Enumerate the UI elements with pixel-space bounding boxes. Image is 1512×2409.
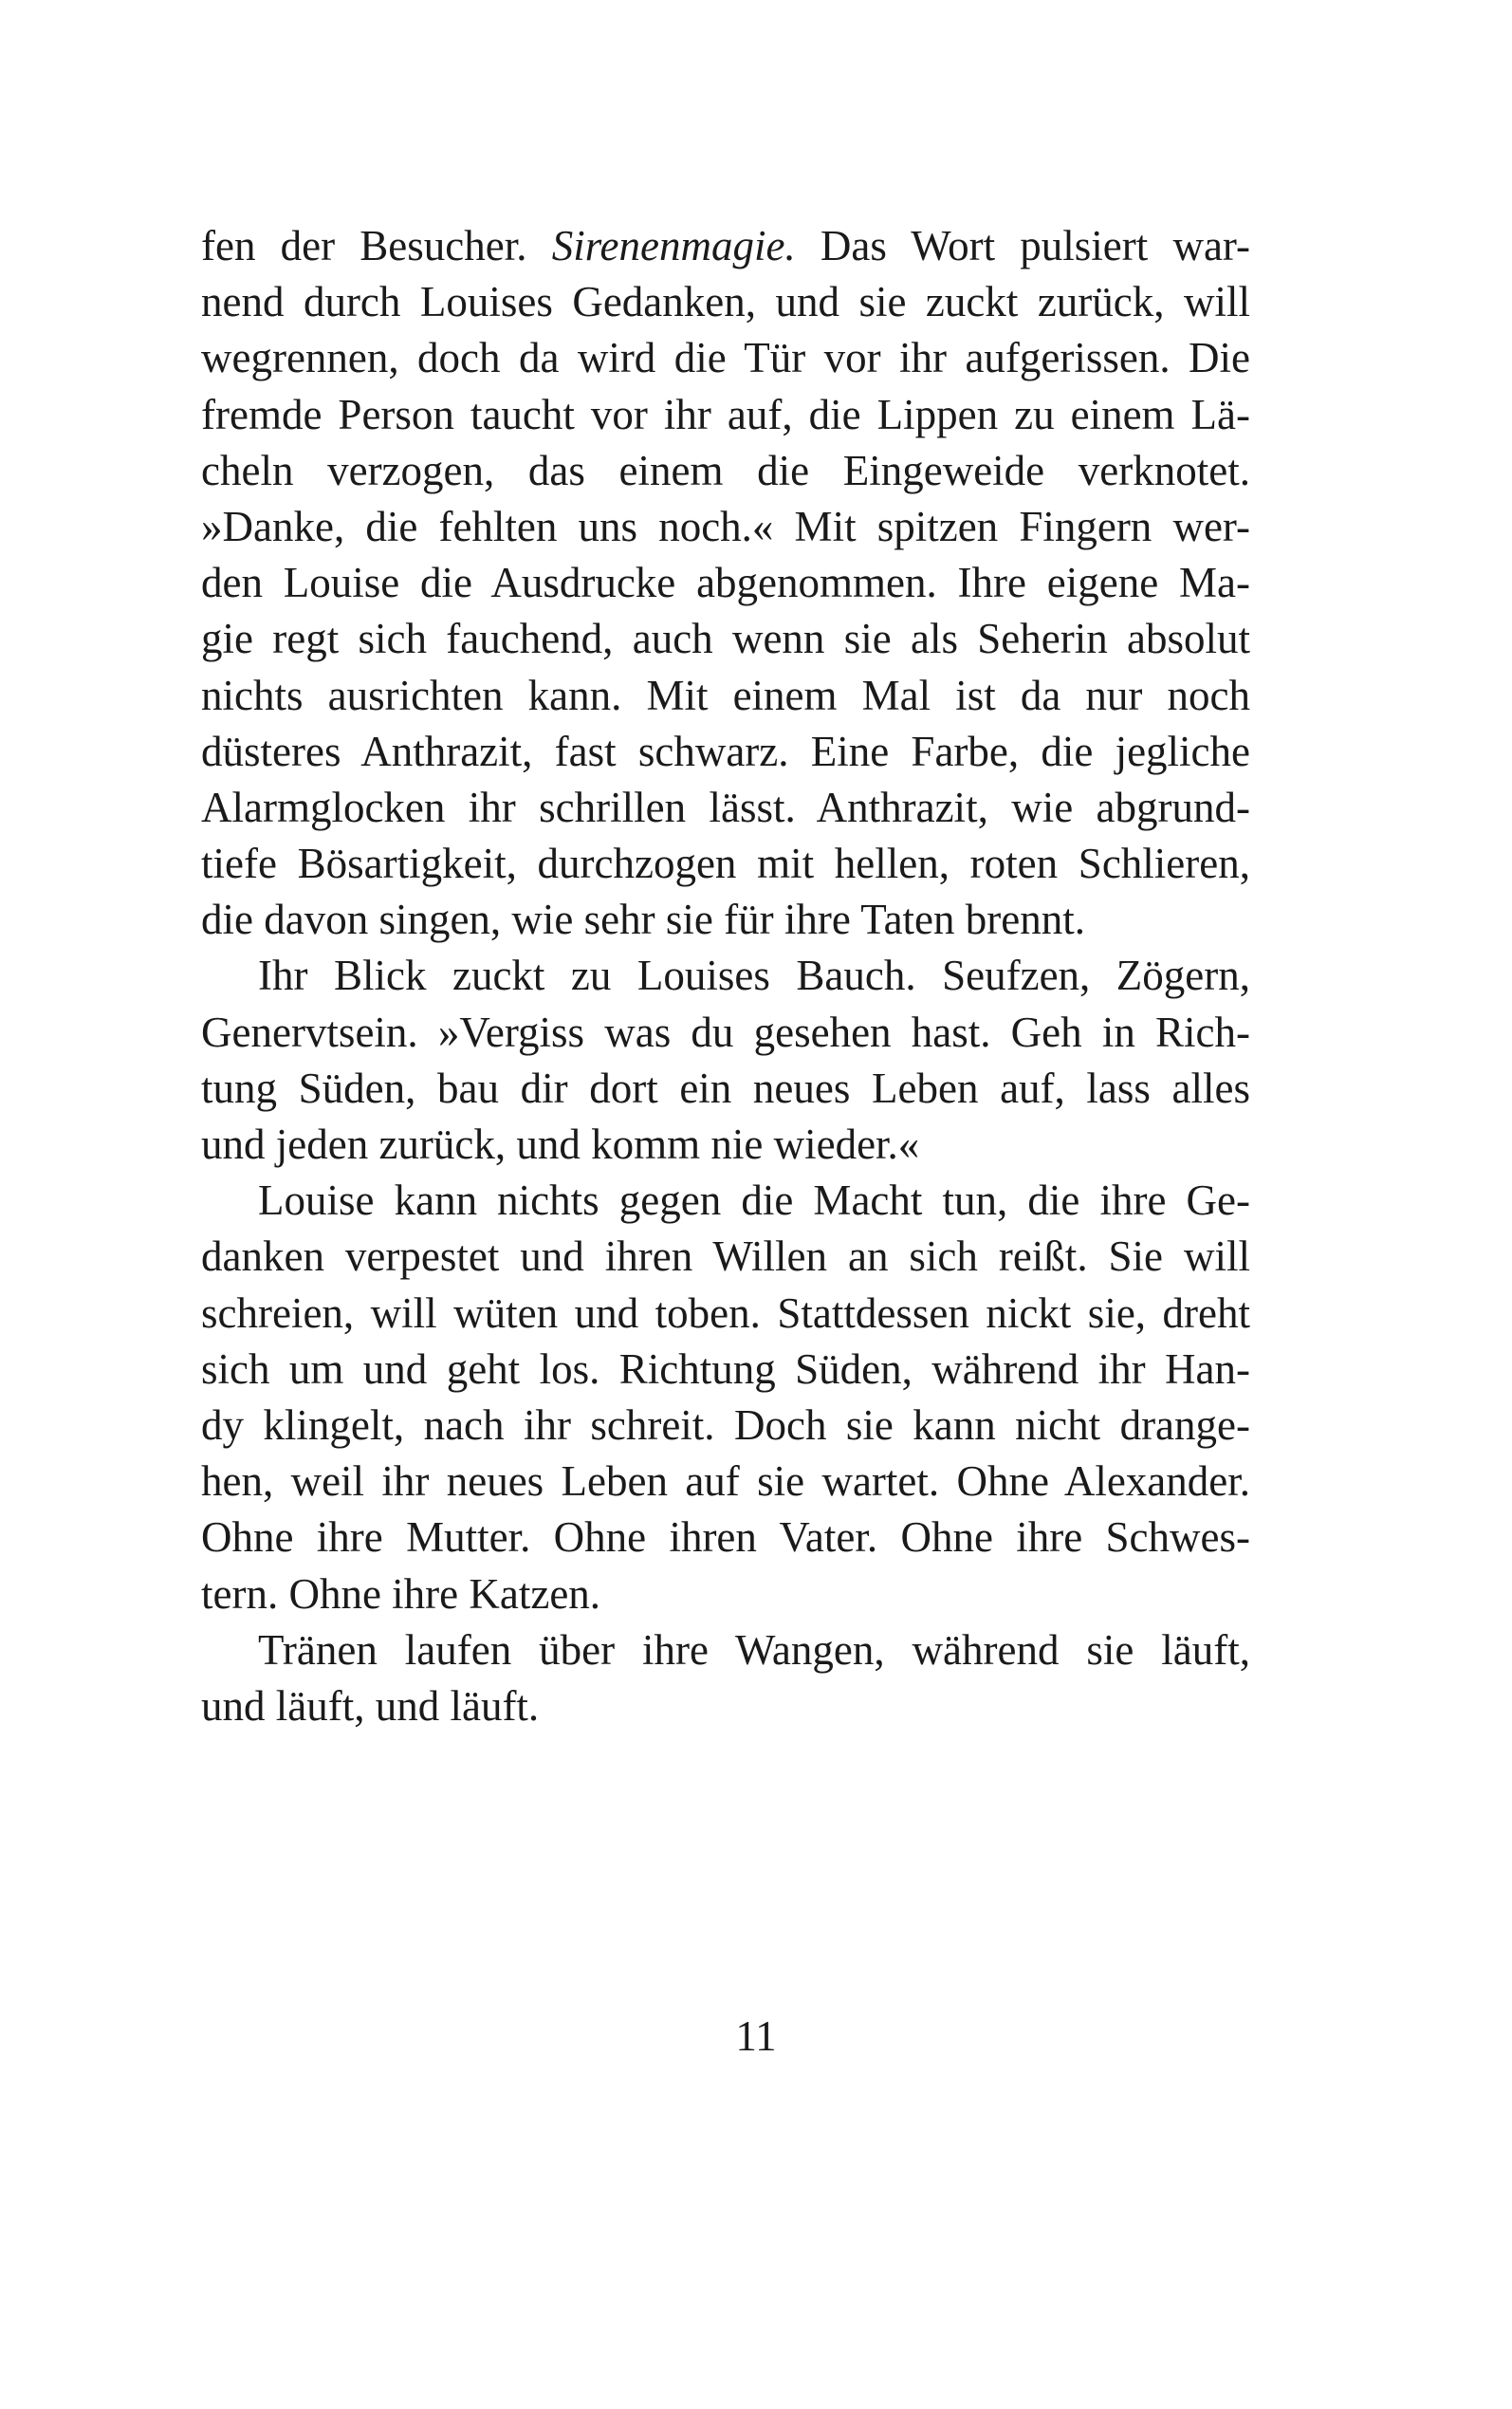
text-line: düsteres Anthrazit, fast schwarz. Eine Farbe, die jegliche (201, 727, 1250, 775)
text-line: sich um und geht los. Richtung Süden, während ihr Han- (201, 1344, 1250, 1393)
text-line: dy klingelt, nach ihr schreit. Doch sie kann nicht drange- (201, 1400, 1250, 1449)
text-segment: fen der Besucher. (201, 222, 552, 269)
text-line: tiefe Bösartigkeit, durchzogen mit hellen, roten Schlieren, (201, 840, 1250, 888)
text-line: tung Süden, bau dir dort ein neues Leben auf, lass alles (201, 1064, 1250, 1112)
text-line (201, 218, 1250, 274)
text-line: Ohne ihre Mutter. Ohne ihren Vater. Ohne ihre Schwes- (201, 1513, 1250, 1562)
text-line: und läuft, und läuft. (201, 1681, 540, 1730)
text-segment: Das Wort pulsiert war- (795, 222, 1250, 269)
text-line: tern. Ohne ihre Katzen. (201, 1569, 601, 1618)
text-line: nend durch Louises Gedanken, und sie zuckt zurück, will (201, 278, 1250, 326)
text-line: schreien, will wüten und toben. Stattdessen nickt sie, dreht (201, 1288, 1250, 1337)
text-line: nichts ausrichten kann. Mit einem Mal ist da nur noch (201, 671, 1250, 719)
text-line: gie regt sich fauchend, auch wenn sie als Seherin absolut (201, 615, 1250, 663)
text-line: Ihr Blick zuckt zu Louises Bauch. Seufzen, Zögern, (258, 952, 1250, 1000)
text-line: Genervtsein. »Vergiss was du gesehen hast. Geh in Rich- (201, 1008, 1250, 1056)
text-line: Alarmglocken ihr schrillen lässt. Anthrazit, wie abgrund- (201, 783, 1250, 831)
text-line: cheln verzogen, das einem die Eingeweide verknotet. (201, 446, 1250, 494)
text-line: danken verpestet und ihren Willen an sich reißt. Sie will (201, 1232, 1250, 1281)
page-number: 11 (735, 2012, 777, 2060)
italic-word: Sirenenmagie. (551, 222, 796, 269)
text-line: und jeden zurück, und komm nie wieder.« (201, 1121, 920, 1168)
page-body (201, 218, 1250, 1734)
text-line: Tränen laufen über ihre Wangen, während sie läuft, (258, 1625, 1250, 1674)
text-line: die davon singen, wie sehr sie für ihre Taten brennt. (201, 896, 1085, 944)
text-line: den Louise die Ausdrucke abgenommen. Ihre eigene Ma- (201, 559, 1250, 607)
text-line: hen, weil ihr neues Leben auf sie wartet. Ohne Alexander. (201, 1457, 1250, 1506)
text-line: Louise kann nichts gegen die Macht tun, die ihre Ge- (258, 1177, 1250, 1225)
text-line: »Danke, die fehlten uns noch.« Mit spitzen Fingern wer- (201, 502, 1250, 550)
text-line: fremde Person taucht vor ihr auf, die Lippen zu einem Lä- (201, 390, 1250, 438)
text-line: wegrennen, doch da wird die Tür vor ihr aufgerissen. Die (201, 334, 1250, 382)
